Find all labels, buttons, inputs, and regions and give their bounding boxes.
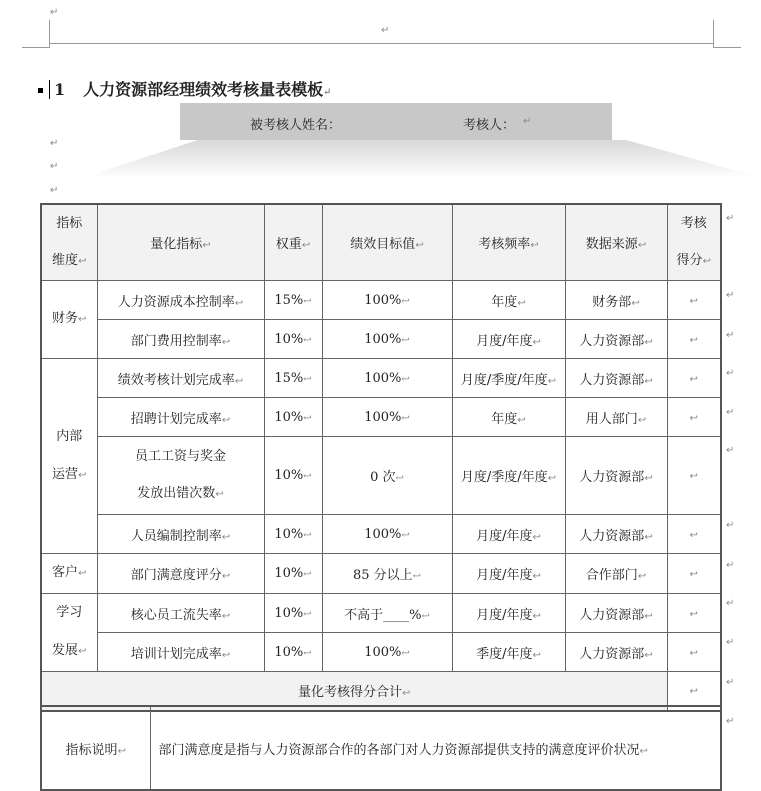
- paragraph-mark: ↵: [523, 116, 532, 127]
- target-cell: [322, 633, 452, 672]
- kpi-table: [40, 203, 722, 712]
- cell-text: 人力资源成本控制率: [117, 294, 235, 310]
- row-end-mark: ↵: [726, 407, 735, 418]
- cell-text: 月度/季度/年度: [460, 372, 548, 388]
- cell-mark: ↩: [530, 240, 539, 251]
- cell-text: 绩效目标值: [350, 237, 416, 252]
- score-cell: [667, 359, 721, 398]
- weight-cell: [264, 515, 322, 554]
- cell-mark: ↩: [532, 531, 541, 543]
- source-cell: [565, 633, 667, 672]
- cell-mark: ↩: [532, 571, 541, 582]
- cell-mark: ↩: [221, 531, 231, 543]
- cell-mark: ↩: [303, 569, 312, 580]
- cell-text: 指标: [56, 216, 83, 231]
- cell-text: 用人部门: [585, 411, 638, 427]
- row-end-mark: ↵: [726, 637, 735, 648]
- cell-mark: ↩: [78, 568, 87, 579]
- cell-mark: ↩: [234, 375, 244, 387]
- cell-mark: ↩: [303, 608, 312, 620]
- cell-mark: ↩: [303, 373, 312, 385]
- cell-mark: ↩: [547, 375, 557, 387]
- cell-mark: ↩: [689, 295, 698, 307]
- row-end-mark: ↵: [726, 677, 735, 688]
- cell-text: 客户: [52, 565, 79, 580]
- cell-mark: ↩: [401, 295, 410, 307]
- cell-text: 权重: [275, 237, 302, 252]
- cell-text: 月度/年度: [476, 333, 533, 349]
- cell-mark: ↩: [401, 529, 410, 541]
- frequency-cell: [452, 594, 565, 633]
- target-cell: [322, 359, 452, 398]
- cell-mark: ↩: [644, 610, 653, 622]
- score-cell: [667, 320, 721, 359]
- score-cell: [667, 633, 721, 672]
- weight-cell: [264, 359, 322, 398]
- cell-text: 10%: [274, 468, 304, 483]
- cell-text: 100%: [364, 370, 402, 386]
- table-row: [41, 437, 721, 515]
- source-cell: [565, 554, 667, 594]
- cell-mark: ↩: [78, 314, 87, 325]
- cell-text: 合作部门: [585, 568, 638, 583]
- score-cell: [667, 515, 721, 554]
- cell-text: 100%: [364, 292, 402, 308]
- source-cell: [565, 281, 667, 320]
- title-number: 1: [54, 80, 66, 99]
- cell-mark: ↩: [401, 334, 410, 346]
- source-cell: [565, 594, 667, 633]
- dimension-cell: [41, 281, 97, 359]
- cell-mark: ↩: [637, 240, 647, 251]
- cell-mark: ↩: [702, 256, 711, 267]
- cell-mark: ↩: [301, 240, 311, 251]
- note-text: 部门满意度是指与人力资源部合作的各部门对人力资源部提供支持的满意度评价状况: [158, 742, 640, 758]
- row-end-mark: ↵: [726, 330, 735, 341]
- indicator-cell: [97, 515, 264, 554]
- score-cell: [667, 281, 721, 320]
- header-cell: [452, 204, 565, 281]
- target-cell: [322, 398, 452, 437]
- cell-text: 人力资源部: [579, 372, 645, 388]
- cell-text: 人力资源部: [579, 607, 645, 623]
- cell-text: 月度/年度: [476, 528, 533, 544]
- table-row: [41, 398, 721, 437]
- header-cell: [322, 204, 452, 281]
- target-cell: [322, 515, 452, 554]
- frequency-cell: [452, 281, 565, 320]
- cell-text: 考核频率: [478, 237, 531, 252]
- cell-text: 部门费用控制率: [130, 333, 222, 349]
- cell-mark: ↩: [644, 531, 653, 543]
- cell-mark: ↩: [689, 373, 698, 385]
- cell-mark: ↩: [221, 649, 231, 661]
- row-end-mark: ↵: [726, 290, 735, 301]
- weight-cell: [264, 320, 322, 359]
- note-label-cell: [41, 706, 150, 790]
- cell-text: 员工工资与奖金: [134, 449, 226, 464]
- paragraph-mark: ↵: [381, 25, 390, 36]
- cell-text: 发展: [52, 643, 79, 658]
- header-cell: [565, 204, 667, 281]
- cell-mark: ↩: [644, 375, 653, 387]
- cell-mark: ↩: [532, 336, 541, 348]
- cell-mark: ↩: [644, 649, 653, 661]
- cell-mark: ↩: [517, 297, 526, 309]
- indicator-cell: [97, 633, 264, 672]
- indicator-cell: [97, 281, 264, 320]
- indicator-cell: [97, 437, 264, 515]
- row-end-mark: ↵: [726, 445, 735, 456]
- assessee-name-label: 被考核人姓名：: [250, 118, 342, 133]
- cell-mark: ↩: [78, 646, 87, 657]
- cell-text: 10%: [274, 566, 304, 581]
- cell-mark: ↩: [303, 412, 312, 424]
- cell-text: 维度: [52, 253, 79, 268]
- score-cell: [667, 554, 721, 594]
- weight-cell: [264, 594, 322, 633]
- source-cell: [565, 398, 667, 437]
- assessor-label: 考核人：: [463, 118, 516, 133]
- table-header-row: [41, 204, 721, 281]
- frequency-cell: [452, 320, 565, 359]
- cell-mark: ↩: [689, 608, 698, 620]
- cell-text: 得分: [676, 253, 703, 268]
- cell-text: 10%: [274, 526, 304, 542]
- frequency-cell: [452, 554, 565, 594]
- cell-mark: ↩: [644, 336, 653, 348]
- cell-text: 人力资源部: [579, 646, 645, 662]
- table-row: [41, 359, 721, 398]
- cell-text: 运营: [52, 466, 79, 482]
- source-cell: [565, 515, 667, 554]
- source-cell: [565, 320, 667, 359]
- cell-mark: ↩: [202, 240, 211, 251]
- cell-mark: ↩: [221, 610, 231, 622]
- indicator-cell: [97, 594, 264, 633]
- cell-text: 年度: [491, 294, 518, 310]
- cell-mark: ↩: [547, 473, 557, 484]
- note-label: 指标说明: [65, 742, 118, 758]
- weight-cell: [264, 398, 322, 437]
- cell-mark: ↩: [395, 473, 404, 484]
- cell-text: 人力资源部: [579, 333, 645, 349]
- cell-mark: ↩: [78, 256, 87, 267]
- score-cell: [667, 437, 721, 515]
- cell-mark: ↩: [532, 610, 541, 622]
- score-cell: [667, 398, 721, 437]
- target-cell: [322, 594, 452, 633]
- cell-mark: ↩: [303, 647, 312, 659]
- paragraph-mark: ↵: [50, 7, 59, 18]
- row-end-mark: ↵: [726, 213, 735, 224]
- cell-text: 季度/年度: [476, 646, 533, 662]
- cell-text: 100%: [364, 331, 402, 347]
- row-end-mark: ↵: [726, 520, 735, 531]
- header-cell: [97, 204, 264, 281]
- margin-corner: [22, 47, 49, 48]
- assessee-banner: [180, 103, 612, 140]
- cell-mark: ↩: [234, 297, 244, 309]
- cell-mark: ↩: [689, 412, 698, 424]
- cell-text: 10%: [274, 605, 304, 621]
- cell-text: 培训计划完成率: [130, 646, 222, 662]
- indicator-cell: [97, 398, 264, 437]
- cell-mark: ↩: [221, 414, 231, 426]
- row-end-mark: ↵: [726, 598, 735, 609]
- cell-text: 85 分以上: [352, 568, 413, 583]
- cell-mark: ↩: [117, 745, 126, 757]
- indicator-note: [40, 705, 722, 791]
- cell-text: 10%: [274, 331, 304, 347]
- cell-text: 人力资源部: [579, 470, 645, 485]
- cell-text: 部门满意度评分: [130, 568, 222, 583]
- cell-mark: ↩: [303, 334, 312, 346]
- cell-text: 10%: [274, 644, 304, 660]
- page-title: [38, 77, 332, 100]
- bullet-icon: [38, 88, 43, 93]
- cell-text: 15%: [274, 370, 304, 386]
- cell-text: 绩效考核计划完成率: [117, 372, 235, 388]
- cell-mark: ↩: [639, 745, 648, 757]
- cell-text: 月度/年度: [476, 607, 533, 623]
- target-cell: [322, 554, 452, 594]
- cell-mark: ↩: [637, 414, 647, 426]
- cell-mark: ↩: [644, 473, 653, 484]
- cell-text: 100%: [364, 526, 402, 542]
- cell-mark: ↩: [303, 529, 312, 541]
- cell-text: 10%: [274, 409, 304, 425]
- cell-mark: ↩: [689, 334, 698, 346]
- weight-cell: [264, 633, 322, 672]
- cell-text: 量化指标: [150, 237, 203, 252]
- cell-mark: ↩: [412, 571, 422, 582]
- title-text: 人力资源部经理绩效考核量表模板: [83, 80, 324, 99]
- header-dimension: [41, 204, 97, 281]
- cell-text: 招聘计划完成率: [130, 411, 222, 427]
- cell-text: 15%: [274, 292, 304, 308]
- cell-mark: ↩: [689, 686, 698, 698]
- cell-text: 人员编制控制率: [130, 528, 222, 544]
- table-row: [41, 554, 721, 594]
- dimension-cell: [41, 554, 97, 594]
- score-cell: [667, 594, 721, 633]
- cell-text: 量化考核得分合计: [298, 685, 403, 701]
- cell-mark: ↩: [421, 610, 430, 622]
- cell-text: 100%: [364, 409, 402, 425]
- table-row: [41, 515, 721, 554]
- cell-mark: ↩: [415, 240, 424, 251]
- cell-mark: ↩: [631, 297, 640, 309]
- cell-mark: ↩: [401, 373, 410, 385]
- row-end-mark: ↵: [726, 560, 735, 571]
- source-cell: [565, 359, 667, 398]
- cell-mark: ↩: [637, 571, 647, 582]
- cell-mark: ↩: [689, 471, 698, 482]
- target-cell: [322, 437, 452, 515]
- margin-corner: [714, 47, 741, 48]
- source-cell: [565, 437, 667, 515]
- frequency-cell: [452, 359, 565, 398]
- indicator-cell: [97, 554, 264, 594]
- cell-text: 考核: [680, 216, 707, 231]
- paragraph-mark: ↵: [50, 161, 59, 172]
- target-cell: [322, 320, 452, 359]
- cell-text: 数据来源: [585, 237, 638, 252]
- indicator-cell: [97, 359, 264, 398]
- cell-mark: ↩: [402, 688, 411, 700]
- paragraph-mark: ↵: [50, 138, 59, 149]
- cell-text: 人力资源部: [579, 528, 645, 544]
- cell-mark: ↩: [689, 647, 698, 659]
- cell-text: 月度/年度: [476, 568, 533, 583]
- banner-shadow: [82, 140, 761, 178]
- dimension-cell: [41, 359, 97, 554]
- table-row: [41, 633, 721, 672]
- paragraph-mark: ↵: [50, 185, 59, 196]
- cell-text: 财务: [52, 311, 79, 326]
- cell-mark: ↩: [303, 295, 312, 307]
- cell-text: 年度: [491, 411, 518, 427]
- cell-mark: ↩: [78, 469, 87, 481]
- weight-cell: [264, 437, 322, 515]
- paragraph-mark: ↵: [323, 87, 332, 98]
- cell-mark: ↩: [215, 489, 224, 500]
- weight-cell: [264, 281, 322, 320]
- header-score: [667, 204, 721, 281]
- note-text-cell: [150, 706, 721, 790]
- cell-mark: ↩: [401, 647, 410, 659]
- dimension-cell: [41, 594, 97, 672]
- row-end-mark: ↵: [726, 716, 735, 727]
- header-cell: [264, 204, 322, 281]
- table-row: [41, 281, 721, 320]
- cell-mark: ↩: [221, 336, 231, 348]
- target-cell: [322, 281, 452, 320]
- table-row: [41, 594, 721, 633]
- frequency-cell: [452, 398, 565, 437]
- cell-mark: ↩: [689, 569, 698, 580]
- weight-cell: [264, 554, 322, 594]
- indicator-cell: [97, 320, 264, 359]
- cell-mark: ↩: [517, 414, 526, 426]
- cell-mark: ↩: [689, 529, 698, 541]
- table-row: [41, 320, 721, 359]
- row-end-mark: ↵: [726, 368, 735, 379]
- cell-mark: ↩: [221, 571, 231, 582]
- cell-text: 发放出错次数: [137, 486, 216, 501]
- cell-text: 100%: [364, 644, 402, 660]
- cell-text: 内部: [56, 428, 83, 444]
- cell-text: 学习: [56, 605, 83, 620]
- cell-text: 核心员工流失率: [130, 607, 222, 623]
- cell-text: 不高于____%: [344, 607, 422, 623]
- cell-mark: ↩: [303, 471, 312, 482]
- cell-text: 财务部: [592, 294, 632, 310]
- frequency-cell: [452, 633, 565, 672]
- frequency-cell: [452, 515, 565, 554]
- cell-mark: ↩: [532, 649, 541, 661]
- header-line: [49, 43, 714, 44]
- frequency-cell: [452, 437, 565, 515]
- cell-text: 0 次: [370, 470, 396, 485]
- cell-mark: ↩: [401, 412, 410, 424]
- cell-text: 月度/季度/年度: [460, 470, 548, 485]
